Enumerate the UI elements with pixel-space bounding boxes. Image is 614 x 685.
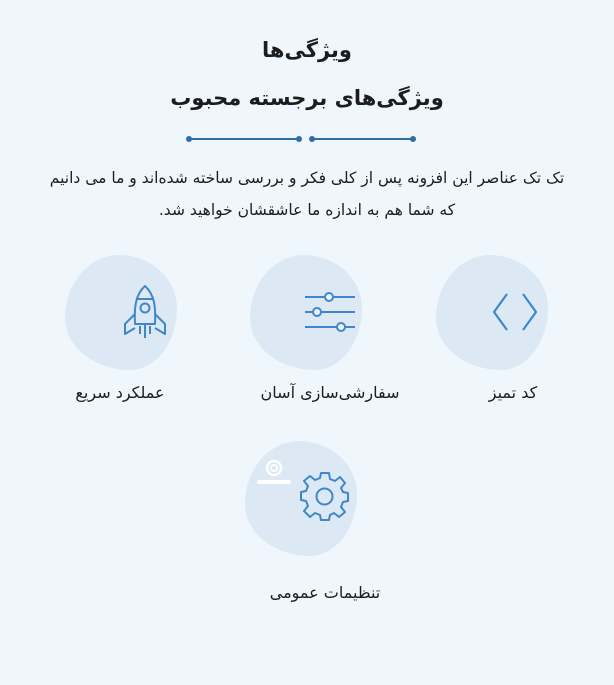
gear-icon	[300, 472, 350, 522]
section-description: تک تک عناصر این افزونه پس از کلی فکر و بررسی ساخته شده‌اند و ما می دانیم که شما هم به اندازه ما عاشقشان خواهید شد.	[49, 169, 565, 219]
sliders-icon	[303, 292, 357, 334]
feature-label: عملکرد سریع	[75, 383, 165, 402]
feature-label: تنظیمات عمومی	[269, 583, 381, 602]
title-divider	[186, 133, 418, 145]
feature-fast-performance	[25, 250, 215, 420]
section-subtitle: ویژگی‌ها	[262, 38, 352, 62]
section-title: ویژگی‌های برجسته محبوب	[170, 86, 444, 110]
feature-general-settings	[230, 436, 420, 606]
watermark-logo-icon	[254, 458, 294, 488]
rocket-icon	[119, 284, 171, 342]
feature-label: کد تمیز	[488, 383, 538, 402]
feature-label: سفارشی‌سازی آسان	[260, 383, 400, 402]
feature-clean-code	[418, 250, 608, 420]
code-brackets-icon	[491, 290, 539, 334]
feature-easy-customization	[235, 250, 425, 420]
